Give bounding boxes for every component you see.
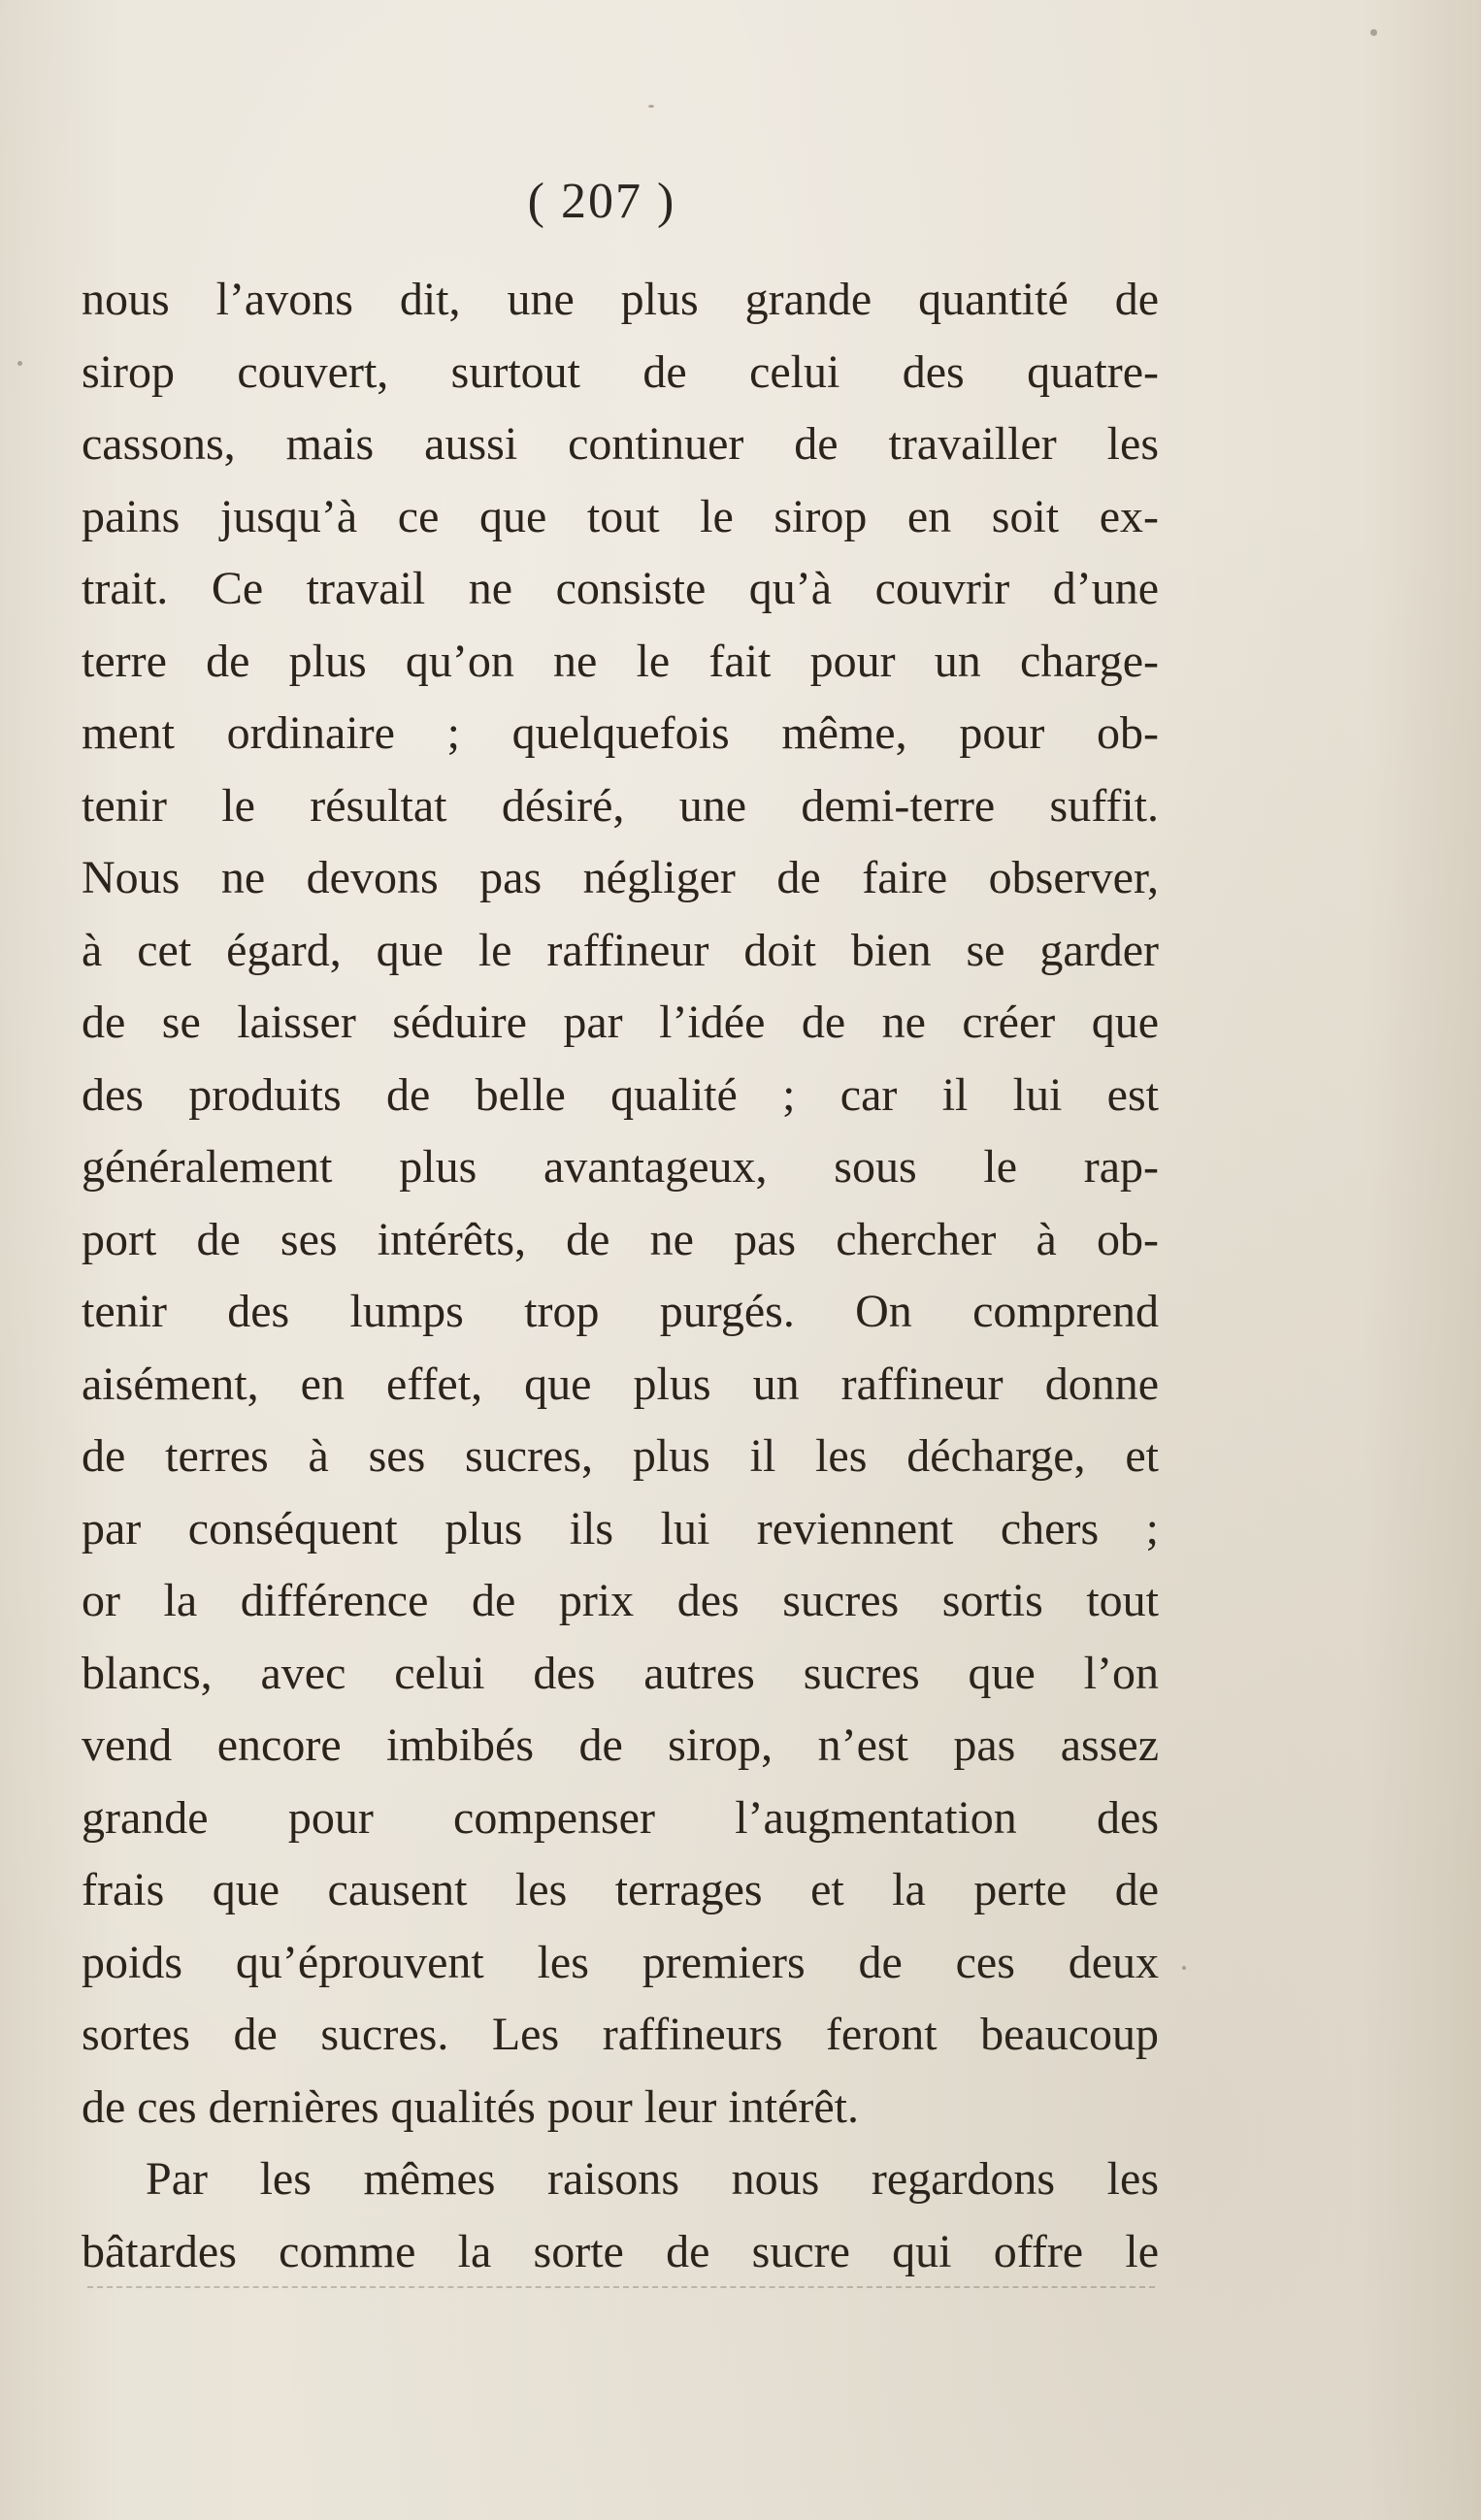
paper-speck	[1182, 1966, 1186, 1970]
text-line: port de ses intérêts, de ne pas chercher à ob-	[82, 1213, 1159, 1265]
paper-speck	[1370, 29, 1377, 36]
page-number: ( 207 )	[527, 174, 676, 229]
text-line: cassons, mais aussi continuer de travailler les	[82, 418, 1159, 470]
text-line: nous l’avons dit, une plus grande quantité de	[82, 274, 1159, 325]
text-line: blancs, avec celui des autres sucres que l’on	[82, 1647, 1159, 1699]
text-line: à cet égard, que le raffineur doit bien se garder	[82, 924, 1159, 976]
text-line: généralement plus avantageux, sous le rap-	[82, 1141, 1159, 1193]
text-line: grande pour compenser l’augmentation des	[82, 1791, 1159, 1844]
text-line: tenir des lumps trop purgés. On comprend	[82, 1286, 1159, 1337]
print-shadow-rule	[87, 2286, 1155, 2288]
text-line: Nous ne devons pas négliger de faire observer,	[82, 852, 1159, 903]
paper-speck	[17, 361, 22, 366]
body-text	[82, 264, 1159, 2288]
text-line: pains jusqu’à ce que tout le sirop en soit ex-	[82, 490, 1159, 542]
text-line: bâtardes comme la sorte de sucre qui offre le	[82, 2225, 1159, 2277]
text-line: terre de plus qu’on ne le fait pour un charge-	[82, 635, 1159, 687]
text-line: vend encore imbibés de sirop, n’est pas assez	[82, 1719, 1159, 1771]
text-line: Par les mêmes raisons nous regardons les	[146, 2153, 1159, 2205]
text-line: de ces dernières qualités pour leur intérêt.	[82, 2080, 859, 2133]
text-line: de terres à ses sucres, plus il les décharge, et	[82, 1430, 1159, 1482]
text-line: par conséquent plus ils lui reviennent chers ;	[82, 1502, 1159, 1555]
text-line: sortes de sucres. Les raffineurs feront beaucoup	[82, 2009, 1159, 2060]
paper-speck	[648, 105, 654, 108]
text-line: frais que causent les terrages et la perte de	[82, 1864, 1159, 1915]
text-line: ment ordinaire ; quelquefois même, pour ob-	[82, 707, 1159, 759]
text-line: de se laisser séduire par l’idée de ne créer que	[82, 997, 1159, 1048]
text-line: or la différence de prix des sucres sortis tout	[82, 1575, 1159, 1626]
text-line: sirop couvert, surtout de celui des quatre-	[82, 345, 1159, 398]
text-line: poids qu’éprouvent les premiers de ces deux	[82, 1936, 1159, 1988]
text-line: aisément, en effet, que plus un raffineur donne	[82, 1358, 1159, 1410]
text-line: tenir le résultat désiré, une demi-terre suffit.	[82, 779, 1159, 832]
text-line: des produits de belle qualité ; car il lui est	[82, 1068, 1159, 1121]
text-line: trait. Ce travail ne consiste qu’à couvrir d’une	[82, 563, 1159, 614]
